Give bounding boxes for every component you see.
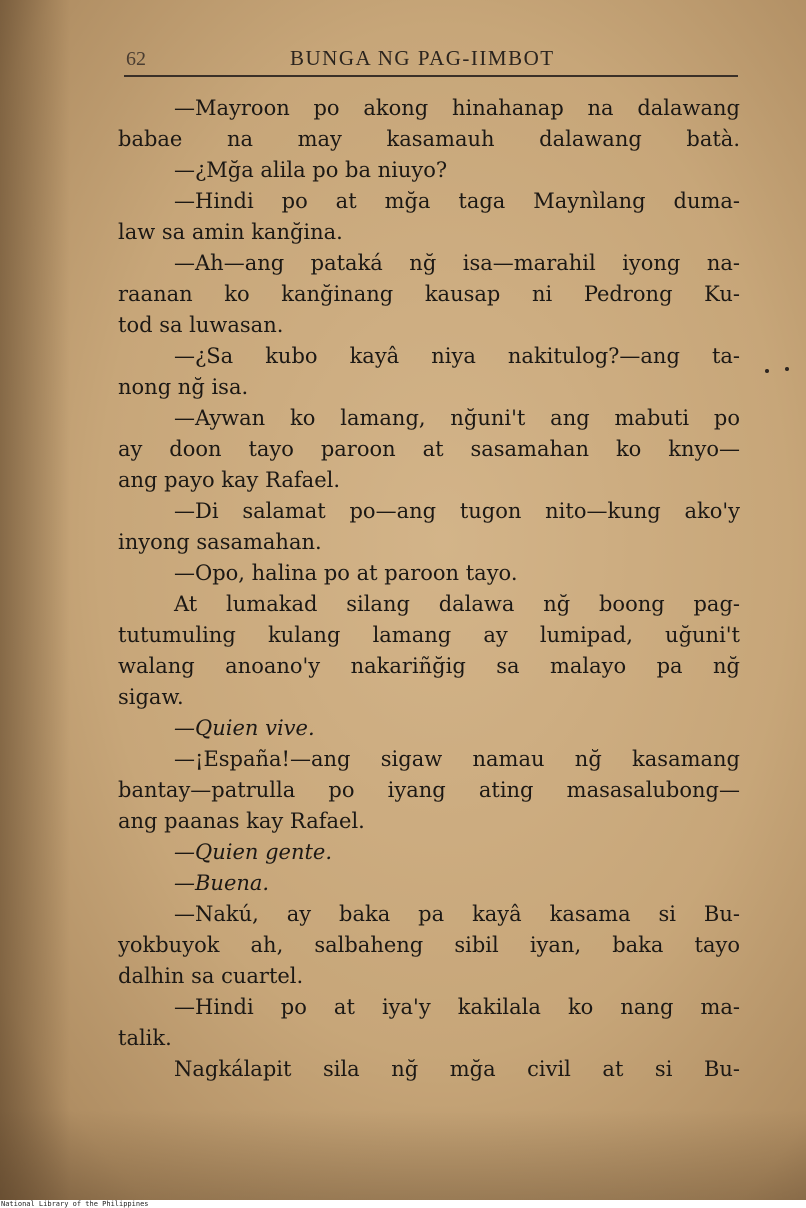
running-title: BUNGA NG PAG-IIMBOT (290, 46, 555, 70)
text-line: —Buena. (174, 871, 270, 895)
text-line: —¿Sa kubo kayâ niya nakitulog?—ang ta- (174, 344, 740, 368)
margin-dot (765, 369, 769, 373)
page-body-text (118, 93, 740, 1085)
header-rule (124, 75, 738, 77)
text-line: —Hindi po at iya'y kakilala ko nang ma- (174, 995, 740, 1019)
page-header (124, 44, 738, 74)
text-line: raanan ko kanğinang kausap ni Pedrong Ku- (118, 282, 740, 306)
page-edge-shadow (0, 0, 70, 1200)
text-line: —Quien vive. (174, 716, 315, 740)
library-credit: National Library of the Philippines (1, 1200, 149, 1208)
text-line: tod sa luwasan. (118, 313, 284, 337)
margin-dot (785, 367, 789, 371)
text-line: ay doon tayo paroon at sasamahan ko knyo— (118, 437, 740, 461)
page-bottom-shadow (0, 1110, 806, 1200)
text-line: —Quien gente. (174, 840, 333, 864)
text-line: —Aywan ko lamang, nğuni't ang mabuti po (174, 406, 740, 430)
text-line: sigaw. (118, 685, 184, 709)
text-line: —Mayroon po akong hinahanap na dalawang (174, 96, 740, 120)
text-line: —Ah—ang pataká nğ isa—marahil iyong na- (174, 251, 740, 275)
page-number: 62 (126, 48, 146, 70)
text-line: talik. (118, 1026, 172, 1050)
text-line: —Nakú, ay baka pa kayâ kasama si Bu- (174, 902, 740, 926)
text-line: ang paanas kay Rafael. (118, 809, 365, 833)
footer-strip (0, 1200, 806, 1208)
text-line: —Hindi po at mğa taga Maynìlang duma- (174, 189, 740, 213)
text-line: tutumuling kulang lamang ay lumipad, uğuni't (118, 623, 740, 647)
text-line: —¿Mğa alila po ba niuyo? (174, 158, 448, 182)
text-line: nong nğ isa. (118, 375, 249, 399)
text-line: yokbuyok ah, salbaheng sibil iyan, baka tayo (118, 933, 740, 957)
text-line: —Opo, halina po at paroon tayo. (174, 561, 518, 585)
text-line: babae na may kasamauh dalawang batà. (118, 127, 740, 151)
text-line: ang payo kay Rafael. (118, 468, 341, 492)
text-line: Nagkálapit sila nğ mğa civil at si Bu- (174, 1057, 740, 1081)
text-line: law sa amin kanğina. (118, 220, 343, 244)
text-line: walang anoano'y nakariñğig sa malayo pa nğ (118, 654, 740, 678)
text-line: bantay—patrulla po iyang ating masasalubong— (118, 778, 740, 802)
text-line: —Di salamat po—ang tugon nito—kung ako'y (174, 499, 740, 523)
text-line: inyong sasamahan. (118, 530, 322, 554)
text-line: —¡España!—ang sigaw namau nğ kasamang (174, 747, 740, 771)
text-line: At lumakad silang dalawa nğ boong pag- (174, 592, 740, 616)
text-line: dalhin sa cuartel. (118, 964, 304, 988)
